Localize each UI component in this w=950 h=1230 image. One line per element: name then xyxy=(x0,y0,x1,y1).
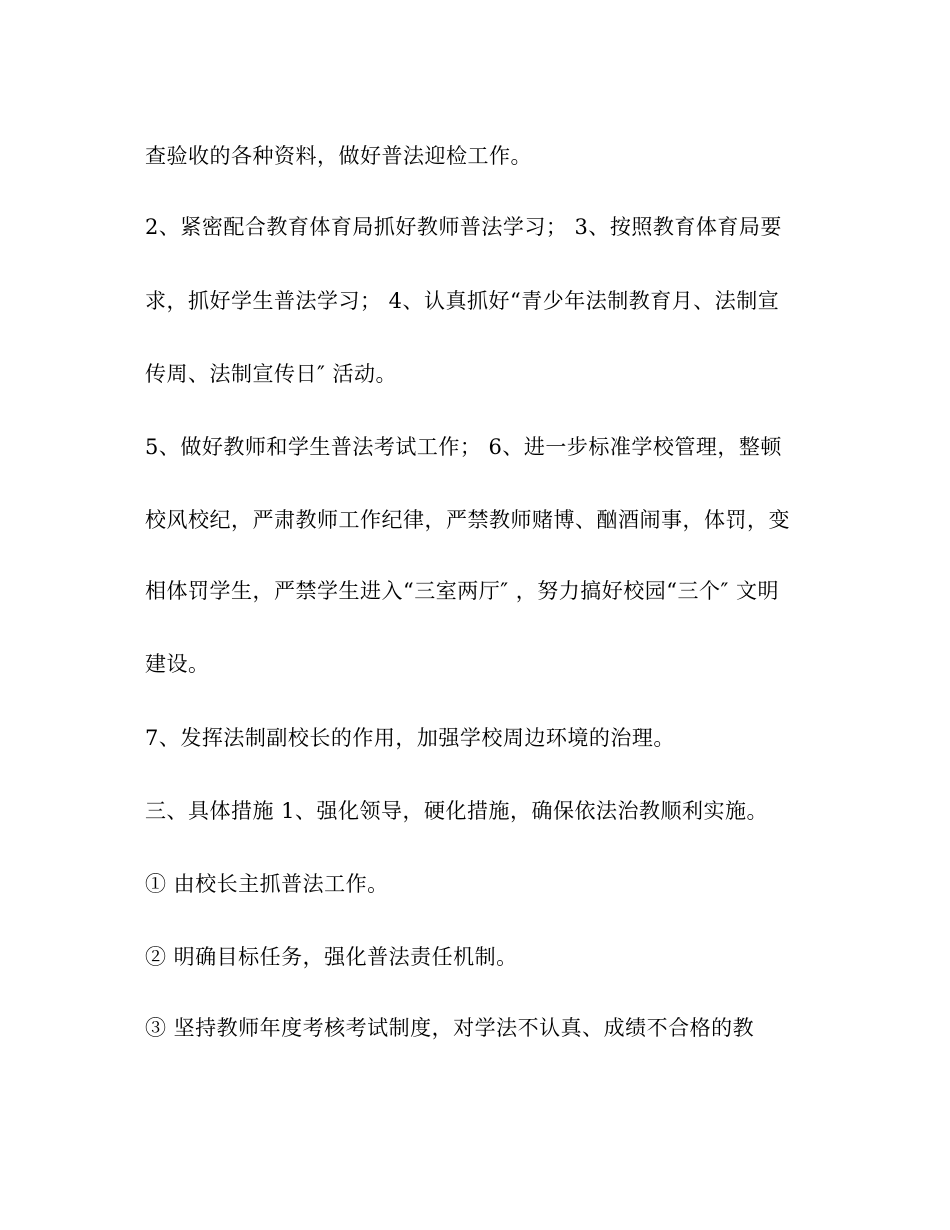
text-line-10: 三、具体措施 1、强化领导，硬化措施，确保依法治教顺利实施。 xyxy=(145,799,769,823)
text-line-4: 传周、法制宣传日″ 活动。 xyxy=(145,362,398,386)
text-line-6: 校风校纪，严肃教师工作纪律，严禁教师赌博、酗酒闹事，体罚，变 xyxy=(145,508,790,532)
text-line-2: 2、紧密配合教育体育局抓好教师普法学习； 3、按照教育体育局要 xyxy=(145,215,782,239)
text-line-7: 相体罚学生，严禁学生进入“三室两厅″ ，努力搞好校园“三个″ 文明 xyxy=(145,579,780,603)
text-line-1: 查验收的各种资料，做好普法迎检工作。 xyxy=(145,144,532,168)
text-line-5: 5、做好教师和学生普法考试工作； 6、进一步标准学校管理，整顿 xyxy=(145,435,782,459)
text-line-12: ② 明确目标任务，强化普法责任机制。 xyxy=(145,945,518,969)
text-line-11: ① 由校长主抓普法工作。 xyxy=(145,872,389,896)
text-line-8: 建设。 xyxy=(145,652,210,676)
text-line-3: 求，抓好学生普法学习； 4、认真抓好“青少年法制教育月、法制宣 xyxy=(145,289,780,313)
text-line-13: ③ 坚持教师年度考核考试制度，对学法不认真、成绩不合格的教 xyxy=(145,1016,755,1040)
text-line-9: 7、发挥法制副校长的作用，加强学校周边环境的治理。 xyxy=(145,726,675,750)
